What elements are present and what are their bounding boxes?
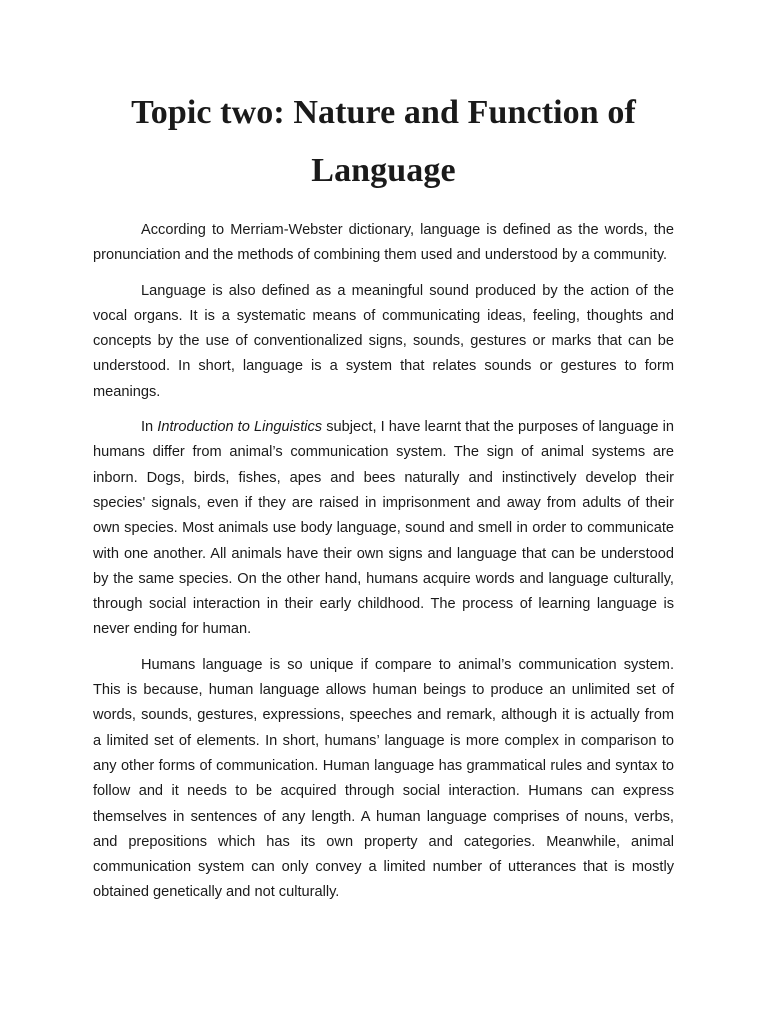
paragraph-definition: According to Merriam-Webster dictionary, language is defined as the words, the pronunciation and the methods of combining them used and understood by a community.: [93, 222, 674, 264]
paragraph-linguistics-prefix: In: [141, 419, 158, 436]
paragraph-linguistics-body: subject, I have learnt that the purposes of language in humans differ from animal’s communication system. The sign of animal systems are inborn. Dogs, birds, fishes, apes and bees naturally and instinctively develop their species' signals, even if they are raised in imprisonment and away from adults of their own species. Most animals use body language, sound and smell in order to communicate with one another. All animals have their own signs and language that can be understood by the same species. On the other hand, humans acquire words and language culturally, through social interaction in their early childhood. The process of learning language is never ending for human.: [93, 419, 674, 638]
paragraph-linguistics: [93, 415, 674, 643]
document-page: [93, 84, 674, 916]
paragraph-meaningful-sound: Language is also defined as a meaningful sound produced by the action of the vocal organs. It is a systematic means of communicating ideas, feeling, thoughts and concepts by the use of conventionalized signs, sounds, gestures or marks that can be understood. In short, language is a system that relates sounds or gestures to form meanings.: [93, 282, 674, 400]
paragraph-human-language: Humans language is so unique if compare to animal’s communication system. This is because, human language allows human beings to produce an unlimited set of words, sounds, gestures, expressions, speeches and remark, although it is actually from a limited set of elements. In short, humans’ language is more complex in comparison to any other forms of communication. Human language has grammatical rules and syntax to follow and it needs to be acquired through social interaction. Humans can express themselves in sentences of any length. A human language comprises of nouns, verbs, and prepositions which has its own property and categories. Meanwhile, animal communication system can only convey a limited number of utterances that is mostly obtained genetically and not culturally.: [93, 656, 674, 901]
page-title: Topic two: Nature and Function of Language: [131, 94, 636, 189]
course-title-italic: Introduction to Linguistics: [157, 419, 323, 436]
